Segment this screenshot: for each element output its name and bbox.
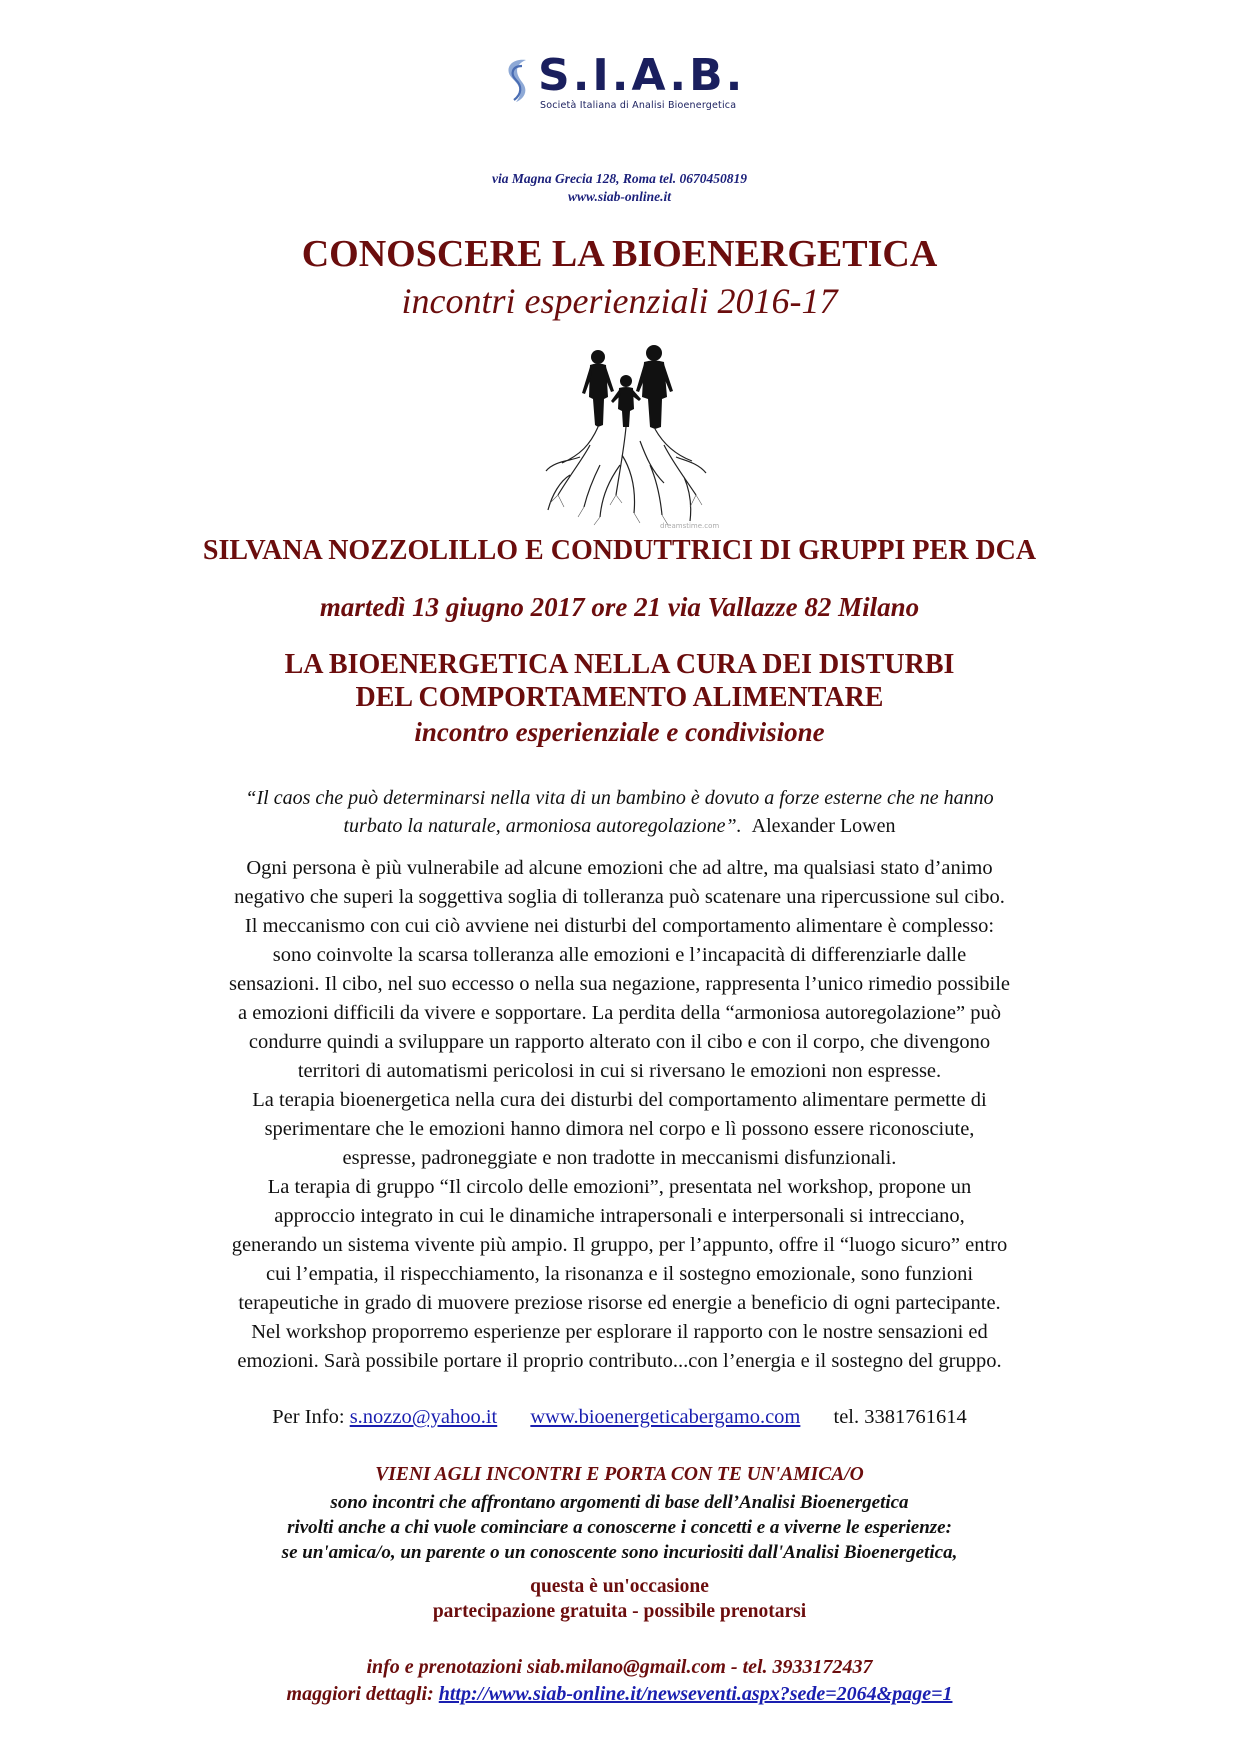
cta-free-participation: partecipazione gratuita - possibile prenotarsi [432, 1601, 807, 1622]
body-line: sono coinvolte la scarsa tolleranza alle emozioni e l’incapacità di differenziarle dalle [272, 944, 967, 966]
address-block [0, 170, 1239, 206]
cta-line: se un'amica/o, un parente o un conoscente sono incuriositi dall'Analisi Bioenergetica, [281, 1542, 958, 1563]
speaker-line: SILVANA NOZZOLILLO E CONDUTTRICI DI GRUPPI PER DCA [202, 535, 1037, 566]
address-line: via Magna Grecia 128, Roma tel. 0670450819 [492, 171, 747, 186]
details-label: maggiori dettagli: [286, 1683, 434, 1705]
page-title: CONOSCERE LA BIOENERGETICA [301, 233, 938, 275]
body-line: La terapia bioenergetica nella cura dei disturbi del comportamento alimentare permette di [252, 1089, 987, 1111]
info-website-link[interactable]: www.bioenergeticabergamo.com [530, 1406, 801, 1428]
body-line: generando un sistema vivente più ampio. Il gruppo, per l’appunto, offre il “luogo sicuro” entro [231, 1234, 1008, 1256]
logo-name: S.I.A.B. [538, 50, 746, 101]
body-line: Nel workshop proporremo esperienze per esplorare il rapporto con le nostre sensazioni ed [251, 1321, 988, 1343]
cta-text [0, 1490, 1239, 1565]
body-line: condurre quindi a sviluppare un rapporto alterato con il cibo e con il corpo, che divengono [248, 1031, 991, 1053]
siab-logo-icon [500, 56, 534, 108]
body-line: a emozioni difficili da vivere e sopportare. La perdita della “armoniosa autoregolazione” può [238, 1002, 1001, 1024]
watermark-text: dreamstime.com [660, 522, 720, 530]
quote-block [0, 784, 1239, 840]
contact-block [0, 1654, 1239, 1708]
info-label: Per Info: [272, 1406, 345, 1428]
info-line [0, 1404, 1239, 1430]
body-line: territori di automatismi pericolosi in cui si riversano le emozioni non espresse. [297, 1060, 942, 1082]
body-line: Ogni persona è più vulnerabile ad alcune emozioni che ad altre, ma qualsiasi stato d’animo [246, 857, 993, 879]
body-line: negativo che superi la soggettiva soglia di tolleranza può scatenare una ripercussione sul cibo. [234, 886, 1005, 908]
body-line: emozioni. Sarà possibile portare il proprio contributo...con l’energia e il sostegno del gruppo. [237, 1350, 1002, 1372]
event-topic-subtitle: incontro esperienziale e condivisione [414, 717, 825, 747]
info-phone: tel. 3381761614 [833, 1406, 967, 1428]
siab-logo [500, 50, 746, 112]
body-line: terapeutiche in grado di muovere preziose risorse ed energie a beneficio di ogni partecipante. [238, 1292, 1001, 1314]
body-line: Il meccanismo con cui ciò avviene nei disturbi del comportamento alimentare è complesso: [244, 915, 995, 937]
topic-line: LA BIOENERGETICA NELLA CURA DEI DISTURBI [284, 649, 955, 680]
contact-prefix: info e prenotazioni [366, 1656, 523, 1678]
cta-occasion: questa è un'occasione [530, 1576, 709, 1597]
body-line: cui l’empatia, il rispecchiamento, la risonanza e il sostegno emozionale, sono funzioni [265, 1263, 974, 1285]
quote-author: Alexander Lowen [751, 815, 896, 837]
quote-line: turbato la naturale, armoniosa autoregolazione”. [343, 815, 742, 837]
logo-subtitle: Società Italiana di Analisi Bioenergetica [540, 100, 737, 111]
cta-line: sono incontri che affrontano argomenti di base dell’Analisi Bioenergetica [330, 1492, 909, 1513]
contact-email[interactable]: siab.milano@gmail.com [527, 1656, 726, 1678]
website-line: www.siab-online.it [567, 189, 672, 204]
cta-title: VIENI AGLI INCONTRI E PORTA CON TE UN'AMICA/O [375, 1464, 864, 1485]
body-line: sensazioni. Il cibo, nel suo eccesso o nella sua negazione, rappresenta l’unico rimedio possibile [228, 973, 1011, 995]
body-line: La terapia di gruppo “Il circolo delle emozioni”, presentata nel workshop, propone un [267, 1176, 972, 1198]
event-topic [0, 648, 1239, 714]
topic-line: DEL COMPORTAMENTO ALIMENTARE [355, 682, 884, 713]
contact-phone: - tel. 3933172437 [730, 1656, 873, 1678]
body-line: espresse, padroneggiate e non tradotte in meccanismi disfunzionali. [342, 1147, 897, 1169]
family-roots-illustration [540, 345, 720, 530]
body-line: sperimentare che le emozioni hanno dimora nel corpo e lì possono essere riconosciute, [264, 1118, 975, 1140]
page-subtitle: incontri esperienziali 2016-17 [401, 281, 838, 321]
event-date: martedì 13 giugno 2017 ore 21 via Vallazze 82 Milano [319, 592, 920, 622]
details-link[interactable]: http://www.siab-online.it/newseventi.aspx?sede=2064&page=1 [438, 1683, 953, 1705]
body-line: approccio integrato in cui le dinamiche intrapersonali e interpersonali si intrecciano, [274, 1205, 965, 1227]
info-email-link[interactable]: s.nozzo@yahoo.it [349, 1406, 498, 1428]
body-text [0, 854, 1239, 1376]
cta-line: rivolti anche a chi vuole cominciare a conoscerne i concetti e a viverne le esperienze: [287, 1517, 952, 1538]
quote-line: “Il caos che può determinarsi nella vita di un bambino è dovuto a forze esterne che ne hanno [245, 787, 994, 809]
